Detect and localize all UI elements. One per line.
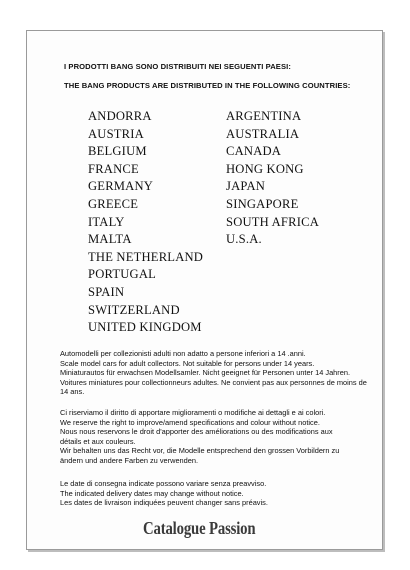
page-frame — [26, 30, 383, 550]
heading-english: THE BANG PRODUCTS ARE DISTRIBUTED IN THE FOLLOWING COUNTRIES: — [64, 81, 351, 90]
country-item: PORTUGAL — [88, 267, 157, 282]
notice-line: Scale model cars for adult collectors. Not suitable for persons under 14 years. — [60, 358, 315, 368]
country-item: HONG KONG — [226, 161, 304, 176]
notice-line: Les dates de livraison indiquées peuvent changer sans préavis. — [60, 498, 268, 508]
country-item: BELGIUM — [88, 144, 147, 159]
collectors-notice — [60, 349, 390, 397]
notice-line: Le date di consegna indicate possono variare senza preavviso. — [60, 479, 267, 488]
country-list-right — [226, 108, 319, 249]
notice-line: Voitures miniatures pour collectionneurs adultes. Ne convient pas aux personnes de moins de — [60, 377, 367, 387]
country-item: GREECE — [88, 196, 139, 211]
country-item: ITALY — [88, 214, 125, 229]
country-item: U.S.A. — [226, 232, 262, 247]
notice-line: Automodelli per collezionisti adulti non adatto a persone inferiori a 14 .anni. — [60, 349, 306, 358]
notice-line: We reserve the right to improve/amend specifications and colour without notice. — [60, 417, 320, 427]
country-item: ANDORRA — [88, 109, 152, 123]
notice-line: ändern und andere Farben zu verwenden. — [60, 455, 199, 465]
notice-line: Nous nous reservons le droit d'apporter des améliorations ou des modifications aux — [60, 427, 333, 437]
country-item: AUSTRIA — [88, 126, 144, 141]
country-item: FRANCE — [88, 161, 139, 176]
delivery-notice — [60, 479, 390, 508]
country-item: UNITED KINGDOM — [88, 320, 202, 335]
notice-line: Ci riserviamo il diritto di apportare miglioramenti o modifiche ai dettagli e ai colori. — [60, 408, 326, 417]
notice-line: Wir behalten uns das Recht vor, die Modelle entsprechend den grossen Vorbildern zu — [60, 446, 340, 456]
improvements-notice — [60, 408, 390, 466]
country-item: SWITZERLAND — [88, 302, 180, 317]
country-item: ARGENTINA — [226, 109, 302, 123]
country-item: JAPAN — [226, 179, 266, 194]
country-item: SINGAPORE — [226, 196, 299, 211]
country-item: SOUTH AFRICA — [226, 214, 320, 229]
country-item: MALTA — [88, 232, 132, 247]
country-item: AUSTRALIA — [226, 126, 300, 141]
country-item: SPAIN — [88, 284, 125, 299]
notice-line: 14 ans. — [60, 387, 85, 397]
brand-logo: Catalogue Passion — [143, 518, 256, 538]
country-item: GERMANY — [88, 179, 154, 194]
country-list-left — [88, 108, 203, 337]
notice-line: Miniaturautos für erwachsen Modellsamler. Nicht geeignet für Personen unter 14 Jahren. — [60, 368, 351, 378]
country-item: THE NETHERLAND — [88, 249, 204, 264]
heading-italian: I PRODOTTI BANG SONO DISTRIBUITI NEI SEGUENTI PAESI: — [64, 62, 291, 71]
country-item: CANADA — [226, 144, 282, 159]
notice-line: The indicated delivery dates may change without notice. — [60, 488, 244, 498]
notice-line: détails et aux couleurs. — [60, 436, 136, 446]
